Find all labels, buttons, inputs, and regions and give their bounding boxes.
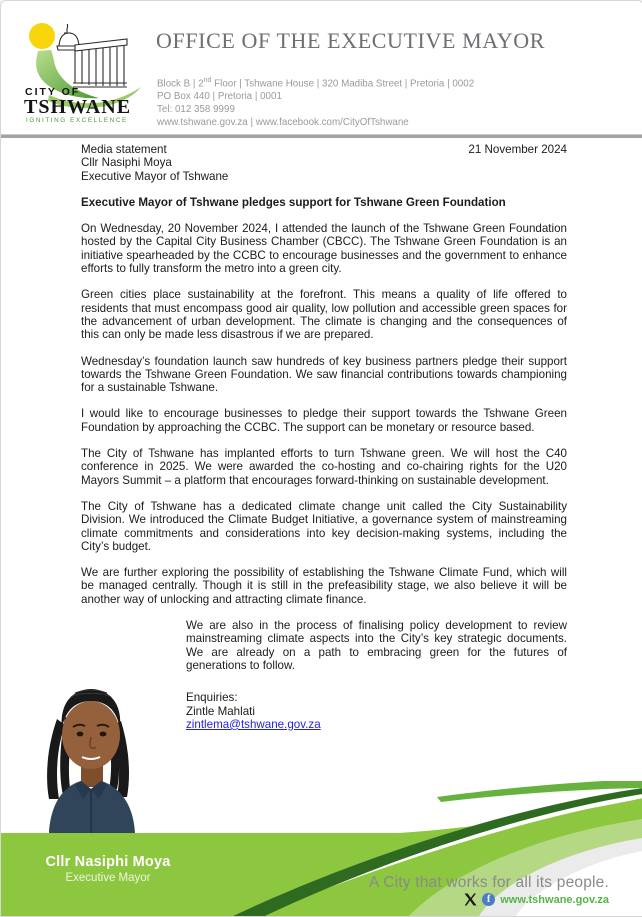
footer-social-row <box>464 893 609 906</box>
paragraph-5: The City of Tshwane has implanted efforts to turn Tshwane green. We will host the C40 conference in 2025. We were awarded the co-hosting and co-chairing rights for the U20 Mayors Summit – a platform that encourages forward-thinking on sustainable development. <box>81 447 567 487</box>
paragraph-1: On Wednesday, 20 November 2024, I attended the launch of the Tshwane Green Foundation hosted by the Capital City Business Chamber (CBCC). The Tshwane Green Foundation is an initiative spearheaded by the CCBC to encourage businesses and the government to enhance efforts to fully transform the metro into a green city. <box>81 222 567 276</box>
logo-sun-icon <box>29 23 55 49</box>
enquiries-block <box>186 691 567 731</box>
media-statement-label: Media statement <box>81 143 167 156</box>
paragraph-6: The City of Tshwane has a dedicated climate change unit called the City Sustainability Division. We introduced the Climate Budget Initiative, a governance system of mainstreaming climate commitments and considerations into key decision-making systems, including the City’s budget. <box>81 499 567 553</box>
letterhead-address <box>157 74 474 129</box>
author-name: Cllr Nasiphi Moya <box>81 156 172 170</box>
enquiries-label: Enquiries: <box>186 691 238 705</box>
logo-tshwane-text: TSHWANE <box>24 96 132 118</box>
meta-row <box>81 143 567 156</box>
facebook-icon: f <box>482 893 495 906</box>
statement-body <box>81 143 567 731</box>
x-icon <box>464 893 477 906</box>
page-title: OFFICE OF THE EXECUTIVE MAYOR <box>156 28 545 53</box>
city-tagline: A City that works for all its people. <box>369 874 609 891</box>
tshwane-logo-graphic <box>15 15 149 133</box>
ordinal-sup: nd <box>203 77 212 84</box>
paragraph-3: Wednesday’s foundation launch saw hundreds of key business partners pledge their support towards the Tshwane Green Foundation. We saw financial contributions towards championing for a sustainable Tshwane. <box>81 354 567 395</box>
paragraph-8: We are also in the process of finalising policy development to review mainstreaming climate aspects into the City’s key strategic documents. We are already on a path to embracing green for the futures of generations to follow. <box>186 619 567 672</box>
logo-building-icon <box>57 24 127 87</box>
header-divider <box>1 134 642 138</box>
address-line-2: PO Box 440 | Pretoria | 0001 <box>157 91 282 103</box>
statement-date: 21 November 2024 <box>468 143 567 156</box>
enquiries-contact-name: Zintle Mahlati <box>186 704 255 718</box>
paragraph-2: Green cities place sustainability at the forefront. This means a quality of life offered to residents that must encompass good air quality, low pollution and accessible green spaces for the advancement of urban development. The climate is changing and the consequences of this can only be made less disastrous if we are prepared. <box>81 288 567 342</box>
enquiries-email-link[interactable]: zintlema@tshwane.gov.za <box>186 717 321 731</box>
logo-city-of-text: CITY OF <box>25 86 81 98</box>
logo-tagline-text: IGNITING EXCELLENCE <box>26 117 128 124</box>
footer-mayor-role: Executive Mayor <box>65 872 151 884</box>
paragraph-7: We are further exploring the possibility of establishing the Tshwane Climate Fund, which will be managed centrally. Though it is still in the prefeasibility stage, we also believe it will be another way of unlocking and attracting climate finance. <box>81 566 567 606</box>
city-of-tshwane-logo <box>15 15 149 133</box>
address-line-4: www.tshwane.gov.za | www.facebook.com/CityOfTshwane <box>157 117 409 129</box>
footer-website: www.tshwane.gov.za <box>500 893 609 906</box>
address-line-1: Block B | 2nd Floor | Tshwane House | 320 Madiba Street | Pretoria | 0002 <box>157 77 475 90</box>
address-line-3: Tel: 012 358 9999 <box>157 104 235 116</box>
paragraph-4: I would like to encourage businesses to pledge their support towards the Tshwane Green Foundation by approaching the CCBC. The support can be monetary or resource based. <box>81 407 567 434</box>
statement-headline: Executive Mayor of Tshwane pledges support for Tshwane Green Foundation <box>81 195 506 209</box>
author-role: Executive Mayor of Tshwane <box>81 169 229 183</box>
footer-mayor-name-block <box>23 854 193 884</box>
footer-mayor-name: Cllr Nasiphi Moya <box>45 854 171 870</box>
